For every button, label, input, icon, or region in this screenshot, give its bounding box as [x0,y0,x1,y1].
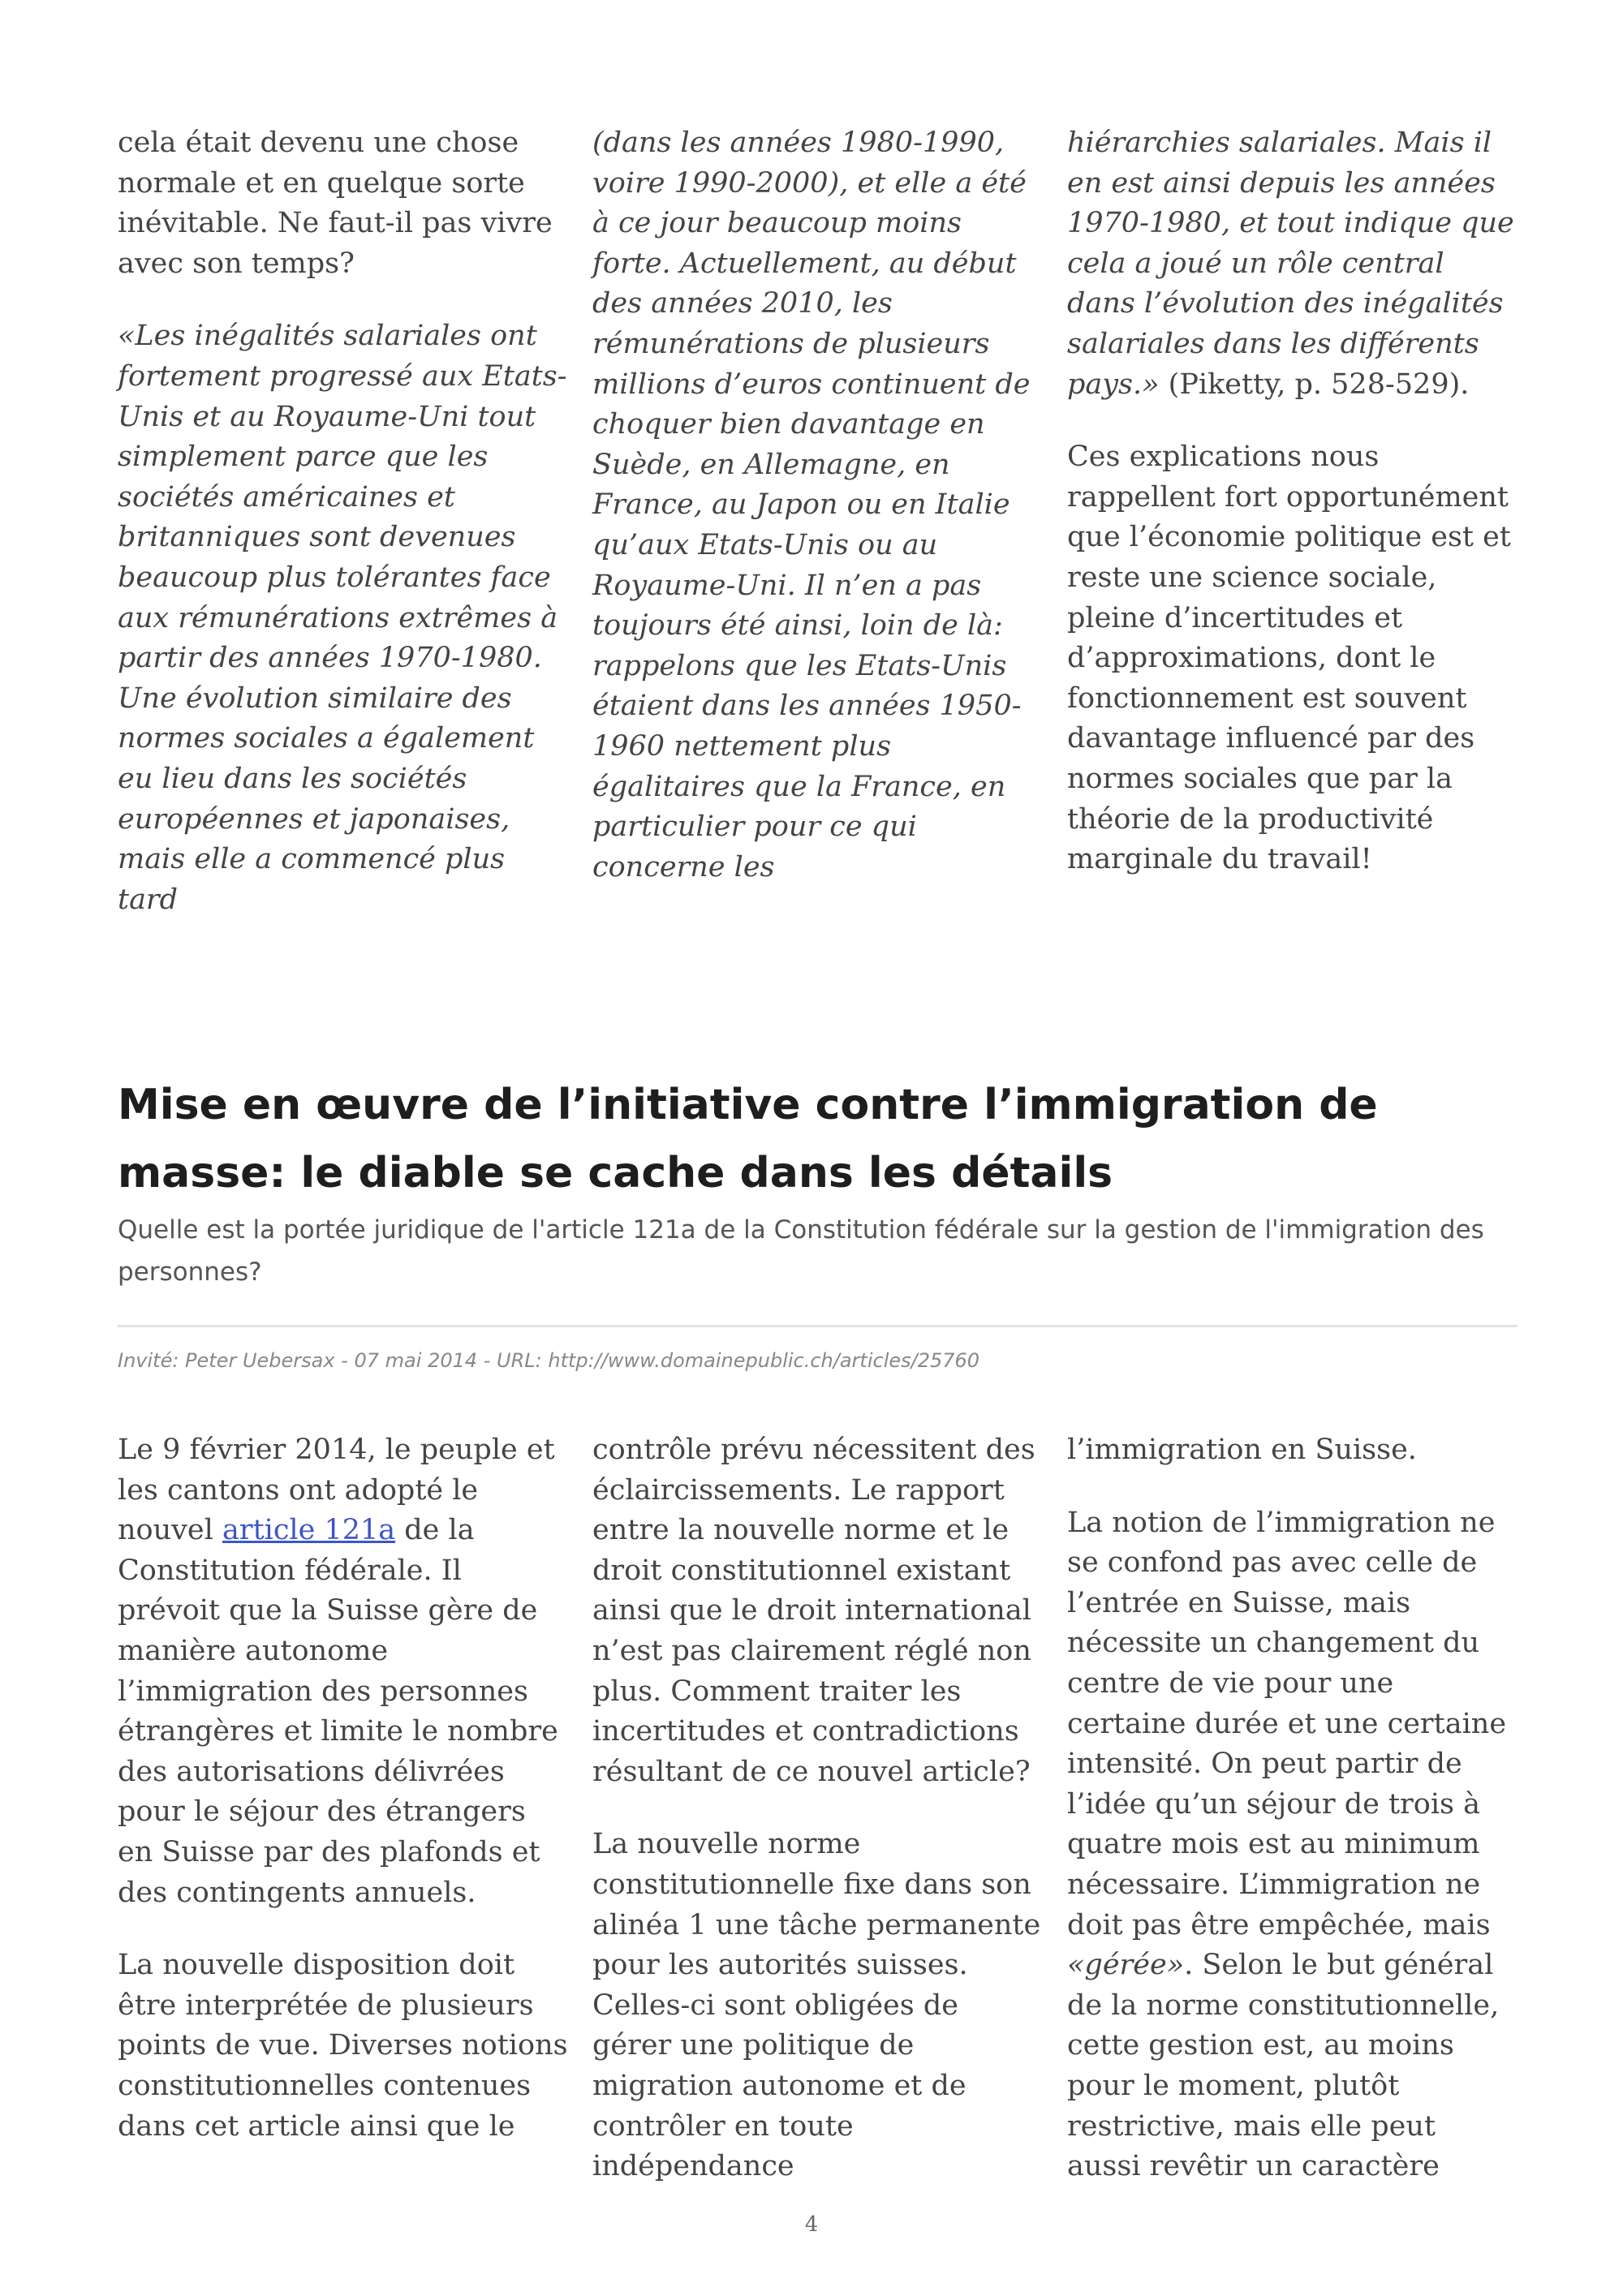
byline: Invité: Peter Uebersax - 07 mai 2014 - URL: http://www.domainepublic.ch/articles/25760 [118,1349,980,1372]
article-121a-link[interactable]: article 121a [222,1514,396,1547]
paragraph-text: de la Constitution fédérale. Il prévoit que la Suisse gère de manière autonome l’immigration des personnes étrangères et limite le nombre des autorisations délivrées pour le séjour des étrangers en Suisse par des plafonds et des contingents annuels. [118,1514,558,1909]
article-subtitle: Quelle est la portée juridique de l'article 121a de la Constitution fédérale sur la gestion de l'immigration des personnes? [118,1215,1484,1287]
top-column-2 [592,123,1043,920]
paragraph: Ces explications nous rappellent fort opportunément que l’économie politique est et reste une science sociale, pleine d’incertitudes et d’approximations, dont le fonctionnement est souvent davantage influencé par des normes sociales que par la théorie de la productivité marginale du travail! [1067,441,1511,876]
article-title: Mise en œuvre de l’initiative contre l’immigration de masse: le diable se cache dans les détails [118,1081,1378,1197]
top-column-1 [118,123,568,920]
divider [118,1325,1518,1327]
bottom-column-3 [1067,1430,1518,2187]
paragraph: cela était devenu une chose normale et en quelque sorte inévitable. Ne faut-il pas vivre avec son temps? [118,127,553,280]
emphasis: «gérée» [1067,1949,1185,1982]
quote-paragraph [1067,123,1518,405]
quote-paragraph: (dans les années 1980-1990, voire 1990-2000), et elle a été à ce jour beaucoup moins forte. Actuellement, au début des années 2010, les rémunérations de plusieurs millions d’euros continuent de choquer bien davantage en Suède, en Allemagne, en France, au Japon ou en Italie qu’aux Etats-Unis ou au Royaume-Uni. Il n’en a pas toujours été ainsi, loin de là: rappelons que les Etats-Unis étaient dans les années 1950-1960 nettement plus égalitaires que la France, en particulier pour ce qui concerne les [592,127,1031,884]
paragraph: l’immigration en Suisse. [1067,1434,1417,1466]
paragraph [1067,1503,1518,2187]
citation: (Piketty, p. 528-529). [1159,368,1470,401]
bottom-column-2 [592,1430,1043,2187]
paragraph-text: La notion de l’immigration ne se confond pas avec celle de l’entrée en Suisse, mais nécessite un changement du centre de vie pour une certaine durée et une certaine intensité. On peut partir de l’idée qu’un séjour de trois à quatre mois est au minimum nécessaire. L’immigration ne doit pas être empêchée, mais [1067,1506,1507,1941]
paragraph-text: Le 9 février 2014, le peuple et les cantons ont adopté le nouvel [118,1434,555,1547]
page-number: 4 [804,2212,819,2237]
paragraph-text: . Selon le but général de la norme constitutionnelle, cette gestion est, au moins pour le moment, plutôt restrictive, mais elle peut aussi revêtir un caractère [1067,1949,1500,2183]
paragraph: La nouvelle norme constitutionnelle fixe dans son alinéa 1 une tâche permanente pour les autorités suisses. Celles-ci sont obligées de gérer une politique de migration autonome et de contrôler en toute indépendance [592,1828,1041,2183]
top-columns [118,123,1518,920]
top-column-3 [1067,123,1518,920]
paragraph [118,1430,568,1913]
bottom-column-1 [118,1430,568,2187]
paragraph: La nouvelle disposition doit être interprétée de plusieurs points de vue. Diverses notions constitutionnelles contenues dans cet article ainsi que le [118,1949,568,2143]
quote-paragraph: «Les inégalités salariales ont fortement progressé aux Etats-Unis et au Royaume-Uni tout simplement parce que les sociétés américaines et britanniques sont devenues beaucoup plus tolérantes face aux rémunérations extrêmes à partir des années 1970-1980. Une évolution similaire des normes sociales a également eu lieu dans les sociétés européennes et japonaises, mais elle a commencé plus tard [118,320,567,916]
paragraph: contrôle prévu nécessitent des éclaircissements. Le rapport entre la nouvelle norme et le droit constitutionnel existant ainsi que le droit international n’est pas clairement réglé non plus. Comment traiter les incertitudes et contradictions résultant de ce nouvel article? [592,1434,1035,1788]
bottom-columns [118,1430,1518,2187]
quote-text: hiérarchies salariales. Mais il en est ainsi depuis les années 1970-1980, et tout indique que cela a joué un rôle central dans l’évolution des inégalités salariales dans les différents pays.» [1067,127,1514,401]
